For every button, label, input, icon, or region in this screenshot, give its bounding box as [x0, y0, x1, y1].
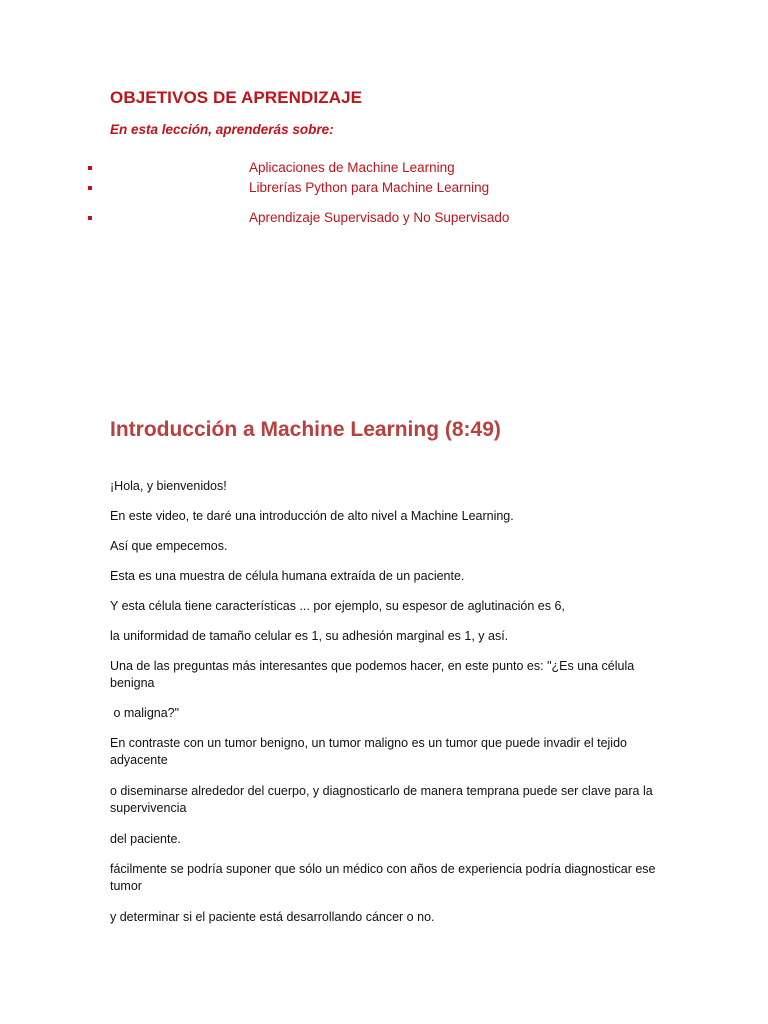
body-paragraph: del paciente.: [110, 832, 181, 846]
objective-item: [0, 180, 768, 200]
objective-item-label: Aprendizaje Supervisado y No Supervisado: [249, 210, 510, 225]
body-paragraph: ¡Hola, y bienvenidos!: [110, 479, 227, 493]
body-paragraph: fácilmente se podría suponer que sólo un médico con años de experiencia podría diagnosticar ese tumor: [110, 862, 656, 893]
bullet-square-icon: [88, 166, 92, 170]
body-paragraph: Y esta célula tiene características ... por ejemplo, su espesor de aglutinación es 6,: [110, 599, 565, 613]
body-paragraph: En este video, te daré una introducción de alto nivel a Machine Learning.: [110, 509, 514, 523]
objective-item: [0, 160, 768, 180]
body-paragraph: o diseminarse alrededor del cuerpo, y diagnosticarlo de manera temprana puede ser clave para la supervivencia: [110, 784, 653, 815]
objective-item-label: Aplicaciones de Machine Learning: [249, 160, 455, 175]
objective-item-label: Librerías Python para Machine Learning: [249, 180, 490, 195]
body-paragraph: Esta es una muestra de célula humana extraída de un paciente.: [110, 569, 465, 583]
objectives-title: OBJETIVOS DE APRENDIZAJE: [110, 88, 363, 107]
body-paragraph: la uniformidad de tamaño celular es 1, su adhesión marginal es 1, y así.: [110, 629, 509, 643]
objectives-subtitle: En esta lección, aprenderás sobre:: [110, 122, 334, 137]
body-paragraph: En contraste con un tumor benigno, un tumor maligno es un tumor que puede invadir el tejido adyacente: [110, 736, 627, 767]
bullet-square-icon: [88, 216, 92, 220]
section-title: Introducción a Machine Learning (8:49): [110, 418, 501, 441]
body-paragraph: Una de las preguntas más interesantes que podemos hacer, en este punto es: "¿Es una célula benigna: [110, 659, 635, 690]
body-paragraph: y determinar si el paciente está desarrollando cáncer o no.: [110, 910, 435, 924]
objective-item: [0, 210, 768, 230]
body-paragraph: o maligna?": [110, 706, 180, 720]
bullet-square-icon: [88, 186, 92, 190]
body-paragraph: Así que empecemos.: [110, 539, 228, 553]
